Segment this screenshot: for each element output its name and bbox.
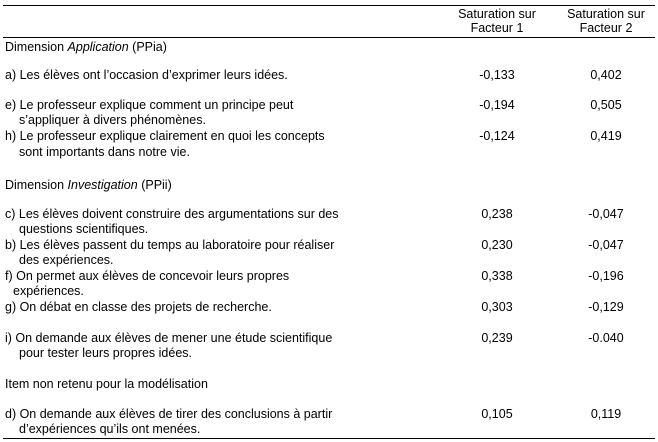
factor-1-value: 0,239 xyxy=(481,331,513,345)
factor-1-value: -0,194 xyxy=(479,98,515,112)
header-factor-2-line1: Saturation sur xyxy=(567,7,645,21)
item-text: h) Le professeur explique clairement en quoi les concepts xyxy=(5,129,325,143)
section-suffix: (PPii) xyxy=(137,178,172,192)
item-text-continued: expériences. xyxy=(13,284,84,298)
header-factor-1-line1: Saturation sur xyxy=(458,7,536,21)
item-text: b) Les élèves passent du temps au laboratoire pour réaliser xyxy=(5,238,335,252)
factor-1-value: 0,303 xyxy=(481,300,513,314)
item-text-continued: d’expériences qu’ils ont menées. xyxy=(19,422,201,436)
table-top-rule xyxy=(3,5,655,6)
header-factor-2-line2: Facteur 2 xyxy=(579,21,633,35)
item-text: a) Les élèves ont l’occasion d’exprimer leurs idées. xyxy=(5,68,288,82)
item-text: i) On demande aux élèves de mener une étude scientifique xyxy=(5,331,333,345)
factor-2-value: 0,505 xyxy=(590,98,622,112)
factor-2-value: 0,402 xyxy=(590,68,622,82)
factor-1-value: 0,238 xyxy=(481,207,513,221)
factor-1-value: 0,105 xyxy=(481,407,513,421)
factor-2-value: -0,129 xyxy=(588,300,624,314)
item-text-continued: sont importants dans notre vie. xyxy=(19,145,190,159)
section-prefix: Dimension xyxy=(5,178,68,192)
factor-2-value: 0,119 xyxy=(590,407,622,421)
factor-2-value: -0,196 xyxy=(588,269,624,283)
factor-2-value: -0,047 xyxy=(588,238,624,252)
item-text-continued: des expériences. xyxy=(19,253,114,267)
factor-1-value: -0,124 xyxy=(479,129,515,143)
factor-1-value: 0,230 xyxy=(481,238,513,252)
section-title-investigation xyxy=(5,178,172,193)
factor-2-value: 0,419 xyxy=(590,129,622,143)
section-suffix: (PPia) xyxy=(128,40,167,54)
section-name: Application xyxy=(67,40,129,54)
table-bottom-rule xyxy=(3,438,655,439)
item-text-continued: s’appliquer à divers phénomènes. xyxy=(19,113,206,127)
factor-2-value: -0,047 xyxy=(588,207,624,221)
header-bottom-rule xyxy=(3,37,655,38)
section-title-not-retained: Item non retenu pour la modélisation xyxy=(5,377,208,391)
item-text: f) On permet aux élèves de concevoir leurs propres xyxy=(5,269,290,283)
factor-1-value: -0,133 xyxy=(479,68,515,82)
item-text: c) Les élèves doivent construire des argumentations sur des xyxy=(5,207,339,221)
section-prefix: Dimension xyxy=(5,40,68,54)
item-text-continued: questions scientifiques. xyxy=(19,222,149,236)
item-text-continued: pour tester leurs propres idées. xyxy=(19,346,193,360)
item-text: d) On demande aux élèves de tirer des conclusions à partir xyxy=(5,407,333,421)
section-name: Investigation xyxy=(67,178,138,192)
factor-1-value: 0,338 xyxy=(481,269,513,283)
item-text: g) On débat en classe des projets de recherche. xyxy=(5,300,272,314)
section-title-application xyxy=(5,40,167,55)
item-text: e) Le professeur explique comment un principe peut xyxy=(5,98,294,112)
factor-2-value: -0.040 xyxy=(588,331,624,345)
header-factor-1-line2: Facteur 1 xyxy=(470,21,524,35)
